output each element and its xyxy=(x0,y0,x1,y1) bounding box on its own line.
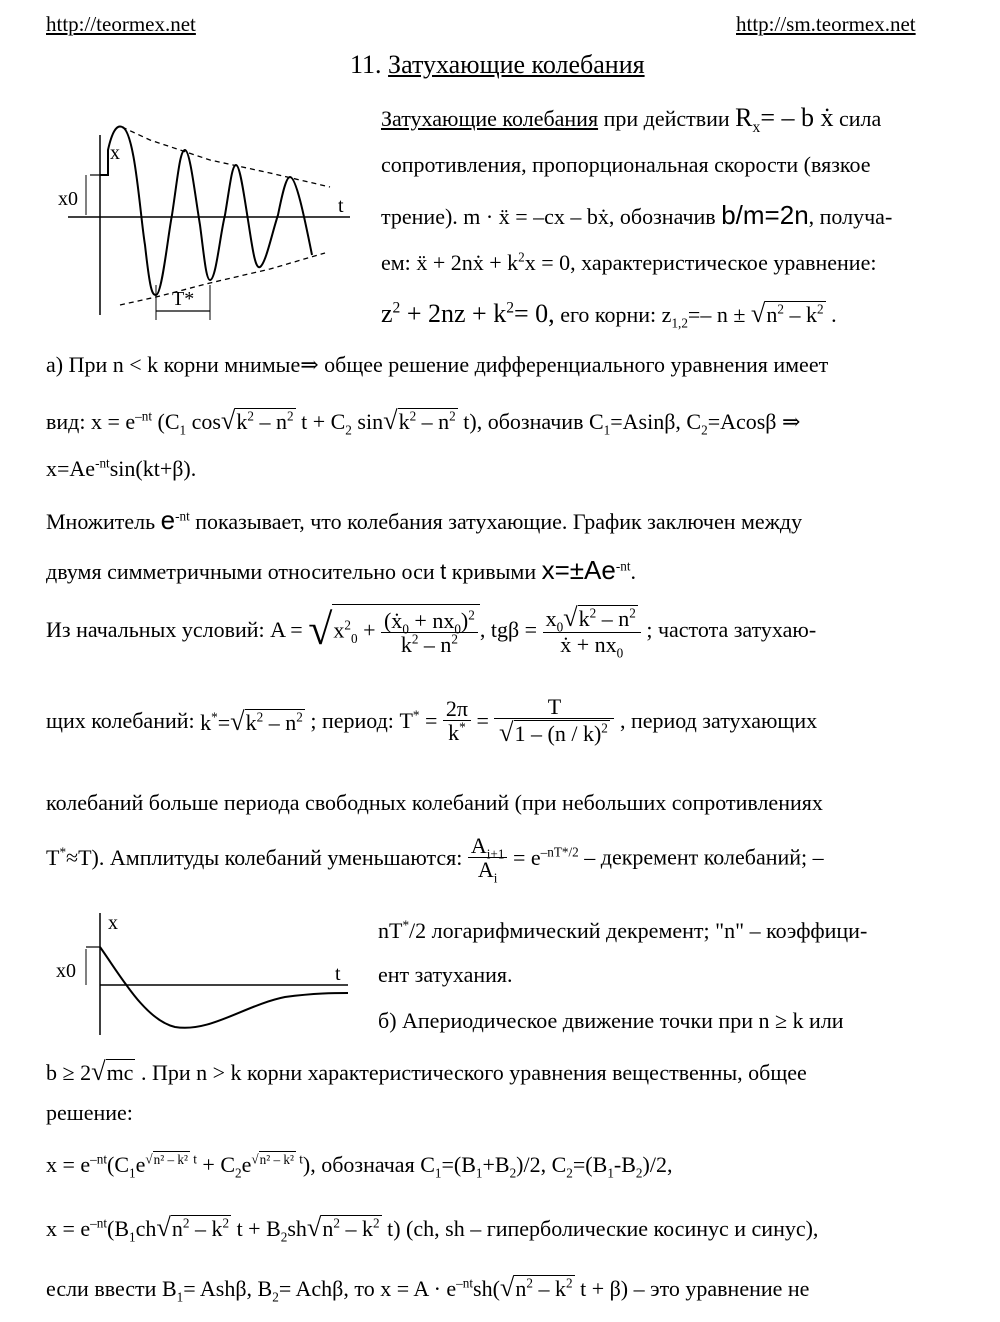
case-b-heading: б) Апериодическое движение точки при n ≥ k или xyxy=(378,1008,844,1033)
case-b-line-5: если ввести $B_1= Ash\beta$, $B_2= Ach\beta$, то $x = A \cdot e^{-nt}sh(√n^2 - k^2$ t + β) – это уравнение не xyxy=(46,1272,810,1305)
decrement-line-1: колебаний больше периода свободных колебаний (при небольших сопротивлениях xyxy=(46,790,823,815)
case-b-line-3: $x = e^{-nt}(C_1e^{√n^2 - k^2 t} + C_2e^{√n^2 - k^2 t})$, обозначая $C_1=(B_1+B_2)/2$, $C_2=(B_1-B_2)/2$, xyxy=(46,1151,673,1181)
lower-envelope xyxy=(120,253,325,305)
initial-conditions-line: Из начальных условий: $A = √x^2_0$ + $\frac{(ẋ_0 + nx_0)^2}{k^2 - n^2}$ , tgβ = $\frac{x_0√k^2 - n^2}{ẋ + nx_0}$ ; частота затухаю- xyxy=(46,602,817,661)
aperiodic-curve xyxy=(100,947,348,1028)
header-left-link[interactable]: http://teormex.net xyxy=(46,12,196,36)
upper-envelope xyxy=(122,127,330,187)
intro-line-4: ем: ẍ + 2nẋ + $k^2x = 0$, характеристическое уравнение: xyxy=(381,249,877,275)
title-text: Затухающие колебания xyxy=(388,50,645,79)
case-a-line-3: $x=Ae^{-nt}\sin(kt+\beta)$. xyxy=(46,455,197,481)
oscillation-curve xyxy=(122,127,312,295)
case-a-line-4: Множитель $e^{-nt}$ показывает, что колебания затухающие. График заключен между xyxy=(46,505,803,535)
damped-oscillation-graph xyxy=(50,115,360,330)
log-decrement-line-2: ент затухания. xyxy=(378,962,513,987)
decrement-line-2: T*≈T). Амплитуды колебаний уменьшаются: $\frac{A_{i+1}}{A_i}$ = $e^{-nT*/2}$ – декремент колебаний; – xyxy=(46,833,824,886)
intro-line-5: $z^2 + 2nz + k^2= 0$, его корни: $z_{1,2}=-$ $n \pm √n^2 - k^2$ . xyxy=(381,298,837,331)
aperiodic-motion-graph xyxy=(50,905,355,1040)
header-right-link[interactable]: http://sm.teormex.net xyxy=(736,12,916,36)
case-a-line-1: а) При n < k корни мнимые⇒ общее решение дифференциального уравнения имеет xyxy=(46,352,829,377)
case-a-line-2: вид: $x = e^{-nt}$ ($C_1$ $\cos√k^2 - n^2$ $t + C_2$ $\sin√k^2 - n^2$ t), обозначив $C_1=Asin\beta$, $C_2=Acos\beta$ ⇒ xyxy=(46,405,801,438)
fig1-t-label: t xyxy=(338,195,344,217)
fig2-x0-label: x0 xyxy=(56,960,76,982)
fig1-period-label: T* xyxy=(172,288,195,310)
title-number: 11. xyxy=(350,50,382,79)
case-a-line-5: двумя симметричными относительно оси t кривыми $x=\pm Ae^{-nt}$. xyxy=(46,555,637,585)
fig1-x0-label: x0 xyxy=(58,188,78,210)
intro-line-2: сопротивления, пропорциональная скорости (вязкое xyxy=(381,152,871,177)
fig1-x-label: x xyxy=(110,142,120,164)
fig2-t-label: t xyxy=(335,963,341,985)
case-b-line-4: $x = e^{-nt}(B_1ch√n^2 - k^2$ $t + B_2sh√n^2 - k^2$ t) (ch, sh – гиперболические косинус и синус), xyxy=(46,1212,819,1245)
case-b-line-2: решение: xyxy=(46,1100,133,1125)
page-title xyxy=(350,50,645,80)
case-b-line-1: b ≥ 2√mc . При n > k корни характеристического уравнения вещественны, общее xyxy=(46,1056,807,1086)
fig2-x-label: x xyxy=(108,912,118,934)
intro-line-3: трение). m · ẍ = –cx – bẋ, обозначив b/m=2n, получа- xyxy=(381,200,893,230)
log-decrement-line-1: nT*/2 логарифмический декремент; "n" – коэффици- xyxy=(378,917,868,943)
frequency-period-line: щих колебаний: $k^*=√k^2 - n^2$ ; период: T* = $\frac{2\pi}{k^*}$ = $\frac{T}{√1 - (n / k)^2}$ , период затухающих xyxy=(46,694,818,748)
intro-line-1: Затухающие колебания при действии $R_x= - b$ ẋ сила xyxy=(381,103,882,137)
